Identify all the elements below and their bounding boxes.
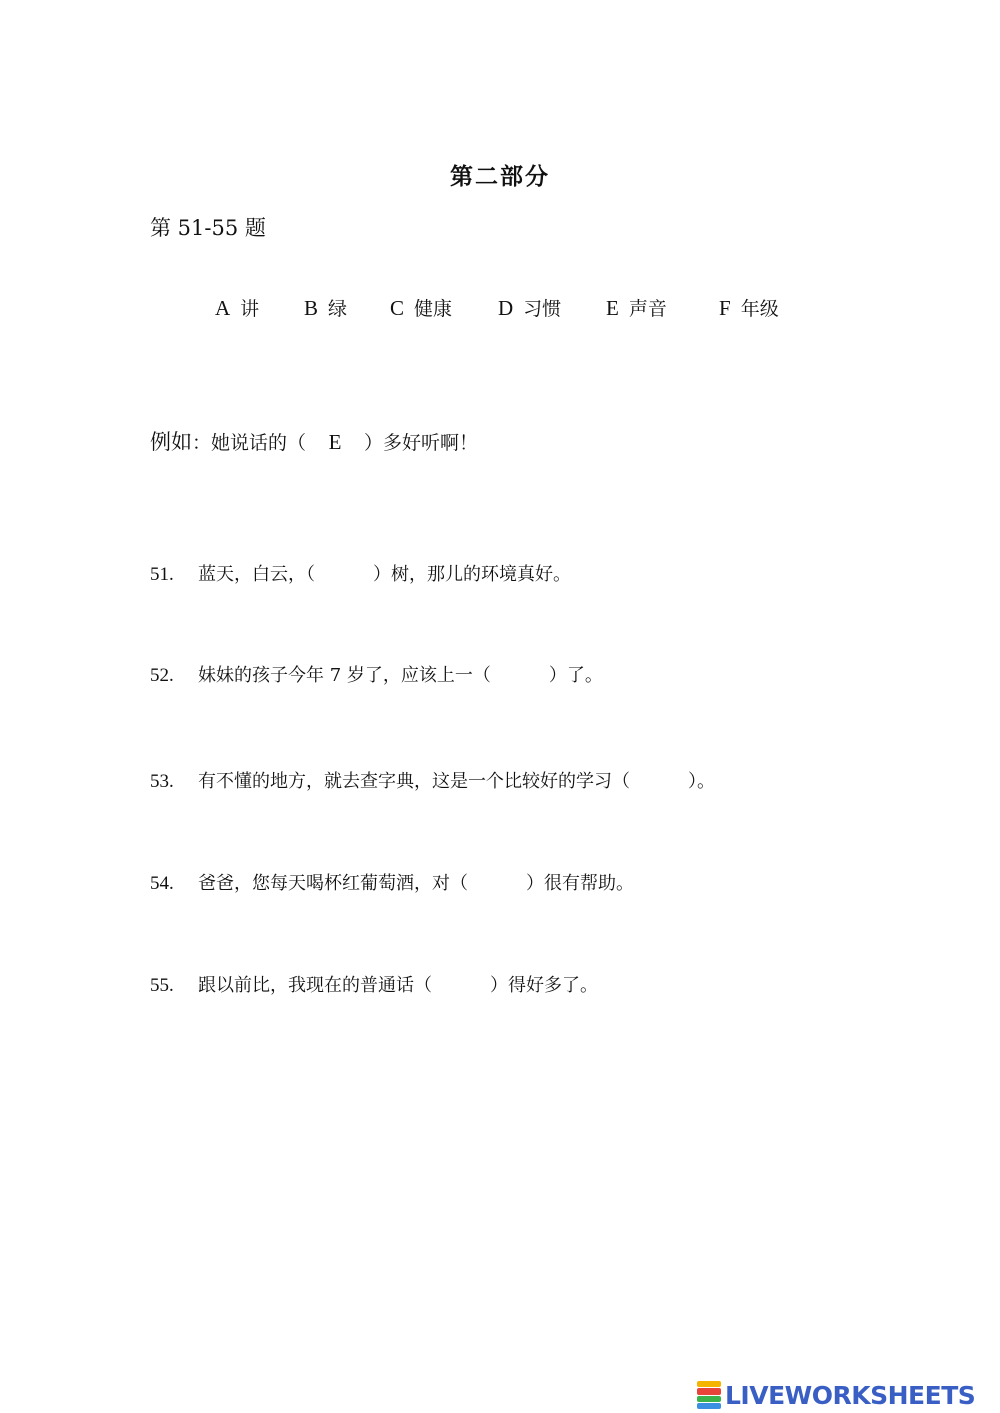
example-after: ）多好听啊！	[364, 432, 479, 454]
section-label: 第 51-55 题	[150, 216, 266, 240]
question-text-before: 蓝天，白云，（	[198, 564, 315, 585]
watermark-text: LIVEWORKSHEETS	[725, 1380, 976, 1410]
question-52	[150, 661, 603, 687]
question-text-after: ）很有帮助。	[526, 873, 634, 894]
example-before: ：她说话的（	[192, 432, 307, 454]
example-lead: 例如	[150, 430, 192, 454]
option-word: 年级	[740, 298, 779, 320]
question-number: 55.	[150, 975, 174, 996]
question-54	[150, 869, 634, 895]
question-text-before: 爸爸，您每天喝杯红葡萄酒，对（	[198, 873, 468, 894]
word-bank	[0, 294, 1000, 324]
question-text-after: ）树，那儿的环境真好。	[373, 564, 571, 585]
option-word: 习惯	[523, 298, 562, 320]
word-option-e	[606, 294, 667, 321]
word-option-a	[215, 294, 259, 321]
word-option-c	[390, 294, 452, 321]
question-53	[150, 767, 715, 793]
logo-bar	[697, 1388, 721, 1394]
question-text-before: 有不懂的地方，就去查字典，这是一个比较好的学习（	[198, 771, 630, 792]
question-text-after: ）。	[688, 771, 715, 792]
word-option-d	[498, 294, 561, 321]
question-51	[150, 560, 571, 586]
liveworksheets-logo-icon	[697, 1381, 721, 1409]
logo-bar	[697, 1381, 721, 1387]
liveworksheets-watermark	[697, 1379, 997, 1411]
option-word: 讲	[240, 298, 260, 320]
question-number: 51.	[150, 564, 174, 585]
option-letter: F	[719, 296, 731, 320]
option-letter: E	[606, 296, 619, 320]
question-text-before: 妹妹的孩子今年 7 岁了，应该上一（	[198, 665, 491, 686]
page-title: 第二部分	[450, 164, 550, 190]
question-number: 54.	[150, 873, 174, 894]
option-letter: C	[390, 296, 405, 320]
option-word: 声音	[628, 298, 667, 320]
option-word: 健康	[414, 298, 453, 320]
question-text-after: ）得好多了。	[490, 975, 598, 996]
logo-bar	[697, 1403, 721, 1409]
question-text-after: ）了。	[548, 665, 603, 686]
question-number: 53.	[150, 771, 174, 792]
question-number: 52.	[150, 665, 174, 686]
question-text-before: 跟以前比，我现在的普通话（	[198, 975, 432, 996]
example-sentence	[150, 426, 478, 456]
option-word: 绿	[328, 298, 348, 320]
question-55	[150, 971, 598, 997]
option-letter: B	[304, 296, 319, 320]
example-answer: E	[328, 430, 342, 454]
option-letter: A	[215, 296, 231, 320]
word-option-b	[304, 294, 347, 321]
word-option-f	[719, 294, 779, 321]
logo-bar	[697, 1396, 721, 1402]
option-letter: D	[498, 296, 514, 320]
